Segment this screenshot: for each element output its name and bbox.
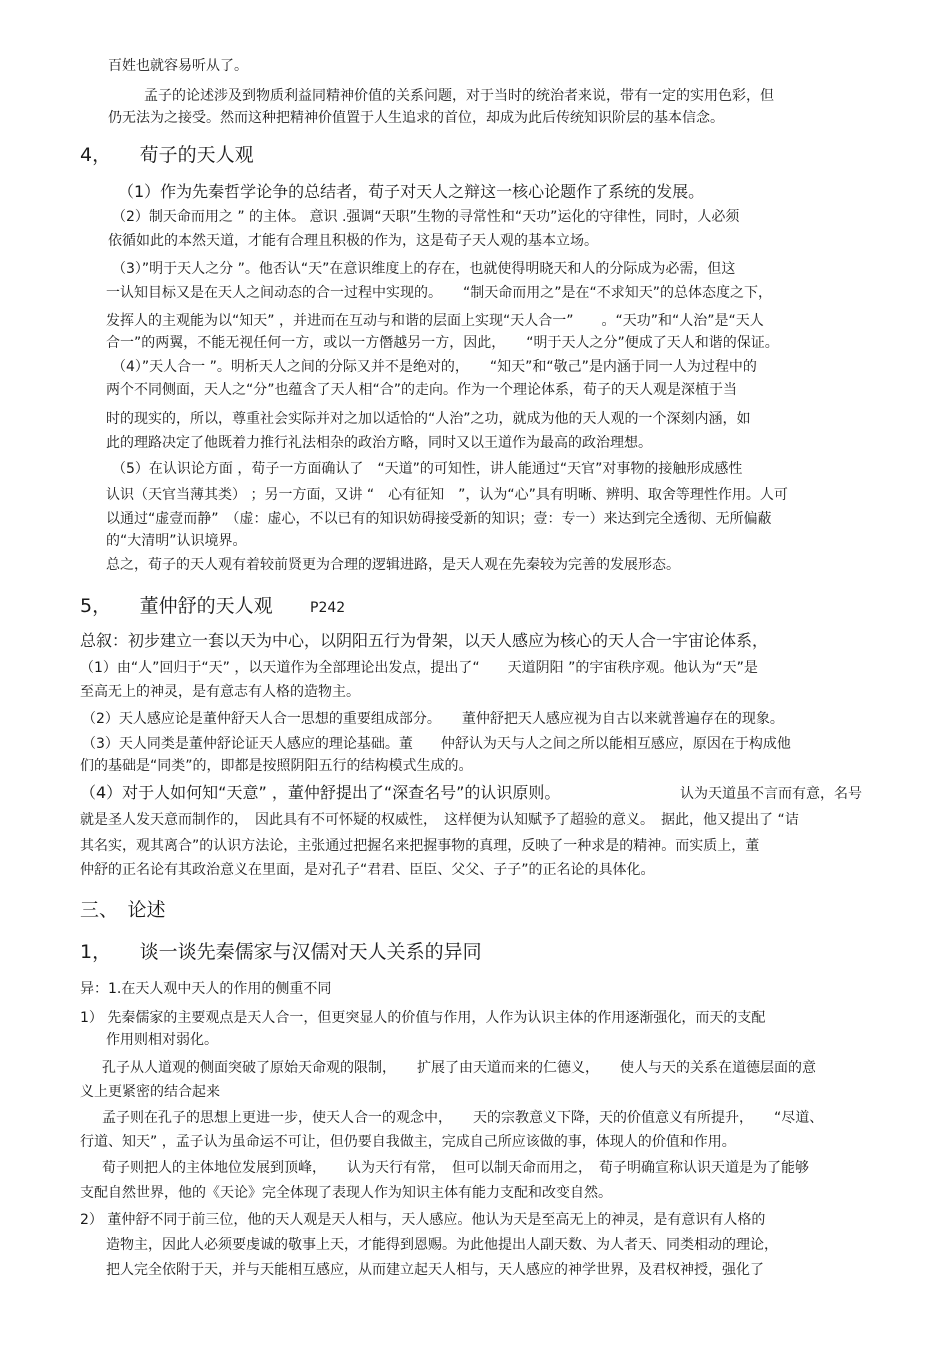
text-line: 两个不同侧面，天人之“分”也蕴含了天人相“合”的走向。作为一个理论体系，荀子的天人观是深植于当 [106,382,738,398]
text-line: 作用则相对弱化。 [106,1032,218,1048]
text-line: 仍无法为之接受。然而这种把精神价值置于人生追求的首位，却成为此后传统知识阶层的基本信念。 [108,110,724,126]
text-line: （2）制天命而用之 ” 的主体。 意识 .强调“天职”生物的寻常性和“天功”运化的守律性，同时，人必须 [112,209,740,225]
text-line: （5）在认识论方面 ，荀子一方面确认了 “天道”的可知性，讲人能通过“天官”对事物的接触形成感性 [112,461,743,477]
text-line: （4）对于人如何知“天意” ，董仲舒提出了“深查名号”的认识原则。 [80,783,561,802]
text-line: 荀子则把人的主体地位发展到顶峰， 认为天行有常， 但可以制天命而用之， 荀子明确宣称认识天道是为了能够 [102,1160,809,1176]
text-line: 认识（天官当薄其类） ；另一方面，又讲 “ 心有征知 ”，认为“心”具有明晰、辨明、取舍等理性作用。人可 [106,487,788,503]
text-line: 义上更紧密的结合起来 [80,1084,220,1100]
text-line: （4）”天人合一 ”。明析天人之间的分际又并不是绝对的， “知天”和“敬己”是内涵于同一人为过程中的 [112,359,757,375]
text-line: 孔子从人道观的侧面突破了原始天命观的限制， 扩展了由天道而来的仁德义， 使人与天的关系在道德层面的意 [102,1060,816,1076]
section-heading: 5， 董仲舒的天人观 [80,595,273,617]
text-line: 此的理路决定了他既着力推行礼法相杂的政治方略，同时又以王道作为最高的政治理想。 [106,435,652,451]
text-line: 把人完全依附于天，并与天能相互感应，从而建立起天人相与，天人感应的神学世界，及君权神授，强化了 [106,1262,764,1278]
text-line: 至高无上的神灵，是有意志有人格的造物主。 [80,684,360,700]
text-line: 孟子的论述涉及到物质利益同精神价值的关系问题，对于当时的统治者来说，带有一定的实用色彩，但 [144,88,774,104]
text-line: 总叙：初步建立一套以天为中心，以阴阳五行为骨架，以天人感应为核心的天人合一宇宙论体系， [80,631,769,650]
page-reference: P242 [310,600,346,616]
text-line: （1）由“人”回归于“天” ，以天道作为全部理论出发点，提出了“ 天道阴阳 ”的宇宙秩序观。他认为“天”是 [80,660,758,676]
section-heading: 4， 荀子的天人观 [80,144,254,166]
text-line: 发挥人的主观能为以“知天” ，并进而在互动与和谐的层面上实现“天人合一” 。“天功”和“人治”是“天人 [106,313,764,329]
text-line: 们的基础是“同类”的，即都是按照阴阳五行的结构模式生成的。 [80,758,473,774]
text-line: 认为天道虽不言而有意，名号 [680,786,862,802]
text-line: 2） 董仲舒不同于前三位，他的天人观是天人相与，天人感应。他认为天是至高无上的神灵，是有意识有人格的 [80,1212,766,1228]
text-line: 时的现实的，所以，尊重社会实际并对之加以适恰的“人治”之功，就成为他的天人观的一个深刻内涵，如 [106,411,751,427]
text-line: 以通过“虚壹而静” （虚：虚心，不以已有的知识妨碍接受新的知识；壹：专一）来达到完全透彻、无所偏蔽 [106,511,772,527]
text-line: 异：1.在天人观中天人的作用的侧重不同 [80,981,332,997]
text-line: 其名实，观其离合”的认识方法论，主张通过把握名来把握事物的真理，反映了一种求是的精神。而实质上，董 [80,838,760,854]
text-line: 依循如此的本然天道，才能有合理且积极的作为，这是荀子天人观的基本立场。 [108,233,598,249]
text-line: 1） 先秦儒家的主要观点是天人合一，但更突显人的价值与作用，人作为认识主体的作用逐渐强化，而天的支配 [80,1010,766,1026]
text-line: 合一”的两翼，不能无视任何一方，或以一方僭越另一方，因此， “明于天人之分”便成了天人和谐的保证。 [106,335,779,351]
section-heading: 1， 谈一谈先秦儒家与汉儒对天人关系的异同 [80,941,482,963]
text-line: 的“大清明”认识境界。 [106,533,247,549]
text-line: （3）”明于天人之分 ”。他否认“天”在意识维度上的存在，也就使得明晓天和人的分际成为必需，但这 [112,261,736,277]
text-line: 仲舒的正名论有其政治意义在里面，是对孔子“君君、臣臣、父父、子子”的正名论的具体化。 [80,862,655,878]
text-line: 孟子则在孔子的思想上更进一步，使天人合一的观念中， 天的宗教意义下降，天的价值意义有所提升， “尽道、 [102,1110,824,1126]
text-line: （2）天人感应论是董仲舒天人合一思想的重要组成部分。 董仲舒把天人感应视为自古以来就普遍存在的现象。 [82,711,784,727]
text-line: 一认知目标又是在天人之间动态的合一过程中实现的。 “制天命而用之”是在“不求知天”的总体态度之下， [106,285,773,301]
text-line: 总之，荀子的天人观有着较前贤更为合理的逻辑进路，是天人观在先秦较为完善的发展形态。 [106,557,680,573]
text-line: 行道、知天” ，孟子认为虽命运不可让，但仍要自我做主，完成自己所应该做的事，体现人的价值和作用。 [80,1134,736,1150]
text-line: 就是圣人发天意而制作的， 因此具有不可怀疑的权威性， 这样便为认知赋予了超验的意义。 据此，他又提出了 “诘 [80,812,799,828]
text-line: 造物主，因此人必须要虔诚的敬事上天，才能得到恩赐。为此他提出人副天数、为人者天、同类相动的理论， [106,1237,778,1253]
section-heading: 三、 论述 [80,899,166,921]
text-line: （3）天人同类是董仲舒论证天人感应的理论基础。董 仲舒认为天与人之间之所以能相互感应，原因在于构成他 [82,736,791,752]
text-line: 百姓也就容易听从了。 [108,58,248,74]
text-line: （1）作为先秦哲学论争的总结者，荀子对天人之辩这一核心论题作了系统的发展。 [118,182,705,201]
text-line: 支配自然世界，他的《天论》完全体现了表现人作为知识主体有能力支配和改变自然。 [80,1185,612,1201]
